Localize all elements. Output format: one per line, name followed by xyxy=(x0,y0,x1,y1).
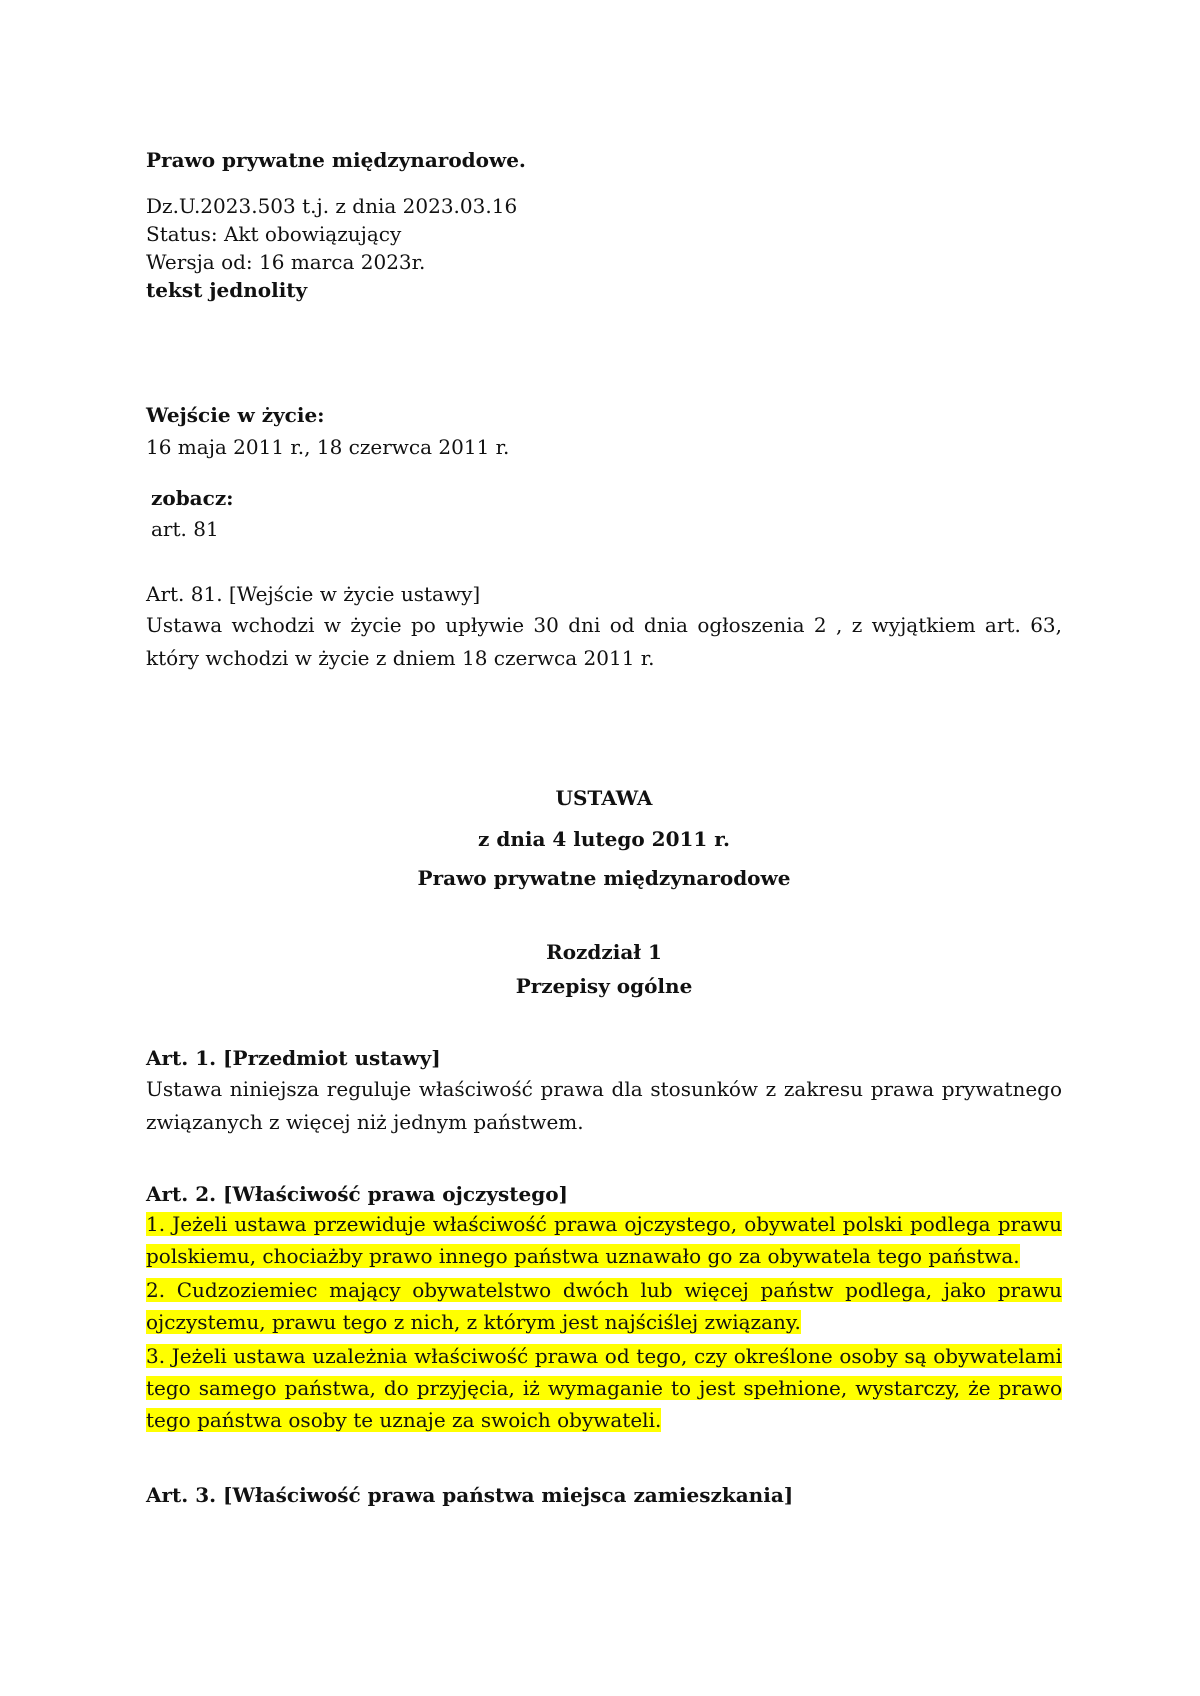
chapter-number: Rozdział 1 xyxy=(546,940,662,964)
see-reference: art. 81 xyxy=(151,517,219,541)
highlighted-text: 3. Jeżeli ustawa uzależnia właściwość prawa od tego, czy określone osoby są obywatelami tego samego państwa, do przyjęcia, iż wymaganie to jest spełnione, wystarczy, że prawo tego państwa osoby te uznaje za swoich obywateli. xyxy=(146,1344,1062,1432)
see-heading: zobacz: xyxy=(151,486,234,510)
act-date: z dnia 4 lutego 2011 r. xyxy=(478,827,730,851)
entry-heading: Wejście w życie: xyxy=(146,403,325,427)
entry-dates: 16 maja 2011 r., 18 czerwca 2011 r. xyxy=(146,435,510,459)
highlighted-text: 2. Cudzoziemiec mający obywatelstwo dwóch lub więcej państw podlega, jako prawu ojczystemu, prawu tego z nich, z którym jest najściślej związany. xyxy=(146,1278,1062,1334)
text-type: tekst jednolity xyxy=(146,278,308,302)
art2-paragraph-2 xyxy=(146,1274,1062,1338)
art1-text: Ustawa niniejsza reguluje właściwość prawa dla stosunków z zakresu prawa prywatnego związanych z więcej niż jednym państwem. xyxy=(146,1077,1062,1134)
act-name: Prawo prywatne międzynarodowe xyxy=(417,866,791,890)
art1-title: Art. 1. [Przedmiot ustawy] xyxy=(146,1046,441,1070)
version-text: Wersja od: 16 marca 2023r. xyxy=(146,250,426,274)
chapter-title: Przepisy ogólne xyxy=(515,974,693,998)
highlighted-text: 1. Jeżeli ustawa przewiduje właściwość prawa ojczystego, obywatel polski podlega prawu polskiemu, chociażby prawo innego państwa uznawało go za obywatela tego państwa. xyxy=(146,1212,1062,1268)
art2-paragraph-3 xyxy=(146,1340,1062,1436)
document-title: Prawo prywatne międzynarodowe. xyxy=(146,148,526,172)
status-text: Status: Akt obowiązujący xyxy=(146,222,402,246)
art2-title: Art. 2. [Właściwość prawa ojczystego] xyxy=(146,1182,568,1206)
art2-paragraph-1 xyxy=(146,1208,1062,1272)
art81-text: Ustawa wchodzi w życie po upływie 30 dni od dnia ogłoszenia 2 , z wyjątkiem art. 63, który wchodzi w życie z dniem 18 czerwca 2011 r. xyxy=(146,613,1062,670)
act-type: USTAWA xyxy=(555,786,653,810)
art81-title: Art. 81. [Wejście w życie ustawy] xyxy=(146,582,481,606)
journal-reference: Dz.U.2023.503 t.j. z dnia 2023.03.16 xyxy=(146,194,518,218)
art3-title: Art. 3. [Właściwość prawa państwa miejsca zamieszkania] xyxy=(146,1483,794,1507)
